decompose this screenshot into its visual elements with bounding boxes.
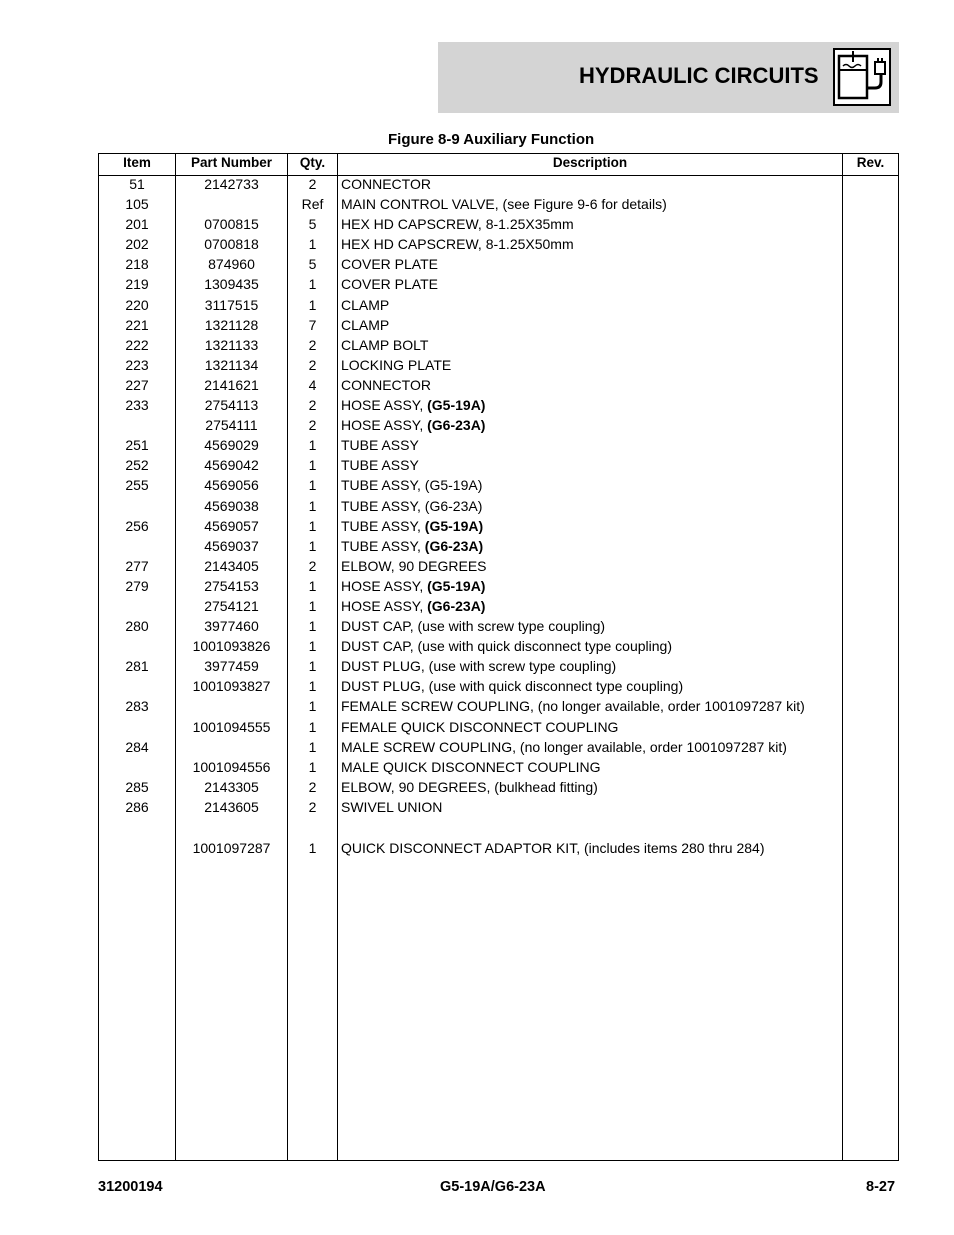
table-row	[0, 558, 954, 578]
table-row	[0, 698, 954, 718]
description	[341, 297, 389, 313]
quantity: 1	[308, 276, 317, 293]
table-row	[0, 719, 954, 739]
item-number: 221	[125, 316, 149, 333]
description	[341, 236, 574, 252]
footer-model: G5-19A/G6-23A	[440, 1179, 546, 1195]
description-text: MALE QUICK DISCONNECT COUPLING	[341, 758, 601, 775]
part-number: 0700815	[204, 216, 259, 233]
table-row	[0, 256, 954, 276]
part-number: 2754111	[205, 417, 258, 434]
column-header-qty: Qty.	[299, 155, 326, 170]
item-number: 280	[125, 618, 149, 635]
description	[341, 357, 451, 373]
table-body	[0, 176, 954, 860]
quantity: 1	[308, 839, 317, 856]
description	[341, 638, 672, 654]
item-number: 105	[125, 196, 149, 213]
description	[341, 256, 438, 272]
table-row	[0, 779, 954, 799]
quantity: 1	[308, 457, 317, 474]
description	[341, 397, 485, 413]
table-row	[0, 598, 954, 618]
quantity: 1	[308, 638, 317, 655]
description	[341, 719, 618, 735]
quantity: 5	[308, 216, 317, 233]
model-variant: (G5-19A)	[427, 577, 486, 594]
description-text: HEX HD CAPSCREW, 8-1.25X35mm	[341, 216, 574, 233]
description	[341, 739, 787, 755]
part-number: 3117515	[204, 296, 259, 313]
description-text: COVER PLATE	[341, 276, 438, 293]
description-text: ELBOW, 90 DEGREES, (bulkhead fitting)	[341, 778, 598, 795]
description	[341, 578, 485, 594]
table-row	[0, 477, 954, 497]
part-number: 1001093826	[192, 638, 271, 655]
quantity: 2	[308, 557, 317, 574]
description	[341, 558, 487, 574]
description-text: HOSE ASSY,	[341, 397, 428, 414]
description	[341, 799, 442, 815]
part-number: 1001094555	[192, 718, 271, 735]
item-number: 201	[125, 216, 149, 233]
quantity: 1	[308, 698, 317, 715]
quantity: 2	[308, 417, 317, 434]
part-number: 3977459	[204, 658, 259, 675]
description	[341, 498, 482, 514]
item-number: 286	[125, 798, 149, 815]
description	[341, 196, 667, 212]
quantity: 5	[308, 256, 317, 273]
part-number: 1309435	[204, 276, 259, 293]
model-variant: (G5-19A)	[424, 517, 484, 534]
part-number: 2754113	[204, 397, 259, 414]
item-number: 255	[125, 477, 149, 494]
description	[341, 477, 482, 493]
description-text: COVER PLATE	[341, 256, 438, 273]
description-text: MALE SCREW COUPLING, (no longer available, order 1001097287 kit)	[341, 738, 787, 755]
quantity: 1	[308, 577, 317, 594]
model-variant: (G6-23A)	[427, 597, 486, 614]
column-header-description: Description	[552, 155, 628, 170]
item-number: 233	[125, 397, 149, 414]
quantity: 2	[308, 356, 317, 373]
column-header-rev: Rev.	[856, 155, 885, 170]
model-variant: (G6-23A)	[424, 537, 484, 554]
quantity: 4	[308, 376, 317, 393]
description	[341, 779, 598, 795]
description	[341, 598, 485, 614]
description	[341, 317, 389, 333]
table-row	[0, 578, 954, 598]
table-row	[0, 397, 954, 417]
description	[341, 658, 616, 674]
section-title: HYDRAULIC CIRCUITS	[579, 63, 819, 88]
description-text: HOSE ASSY,	[341, 417, 428, 434]
description	[341, 457, 419, 473]
description-text: FEMALE SCREW COUPLING, (no longer available, order 1001097287 kit)	[341, 698, 805, 715]
quantity: 1	[308, 437, 317, 454]
part-number: 4569042	[204, 457, 259, 474]
quantity: 2	[308, 397, 317, 414]
description	[341, 377, 431, 393]
part-number: 4569037	[204, 537, 259, 554]
quantity: 7	[308, 316, 317, 333]
description-text: SWIVEL UNION	[341, 798, 443, 815]
description	[341, 618, 605, 634]
description-text: ELBOW, 90 DEGREES	[341, 557, 487, 574]
item-number: 281	[125, 658, 149, 675]
table-row	[0, 799, 954, 819]
description-text: CONNECTOR	[341, 176, 431, 192]
column-header-item: Item	[123, 155, 151, 170]
item-number: 51	[129, 176, 145, 192]
quantity: 1	[308, 618, 317, 635]
table-row	[0, 276, 954, 296]
table-row	[0, 658, 954, 678]
item-number: 219	[125, 276, 149, 293]
part-number: 4569057	[204, 517, 259, 534]
table-row	[0, 538, 954, 558]
description-text: CLAMP	[341, 296, 390, 313]
quantity: 2	[308, 336, 317, 353]
quantity: 1	[308, 517, 317, 534]
part-number: 874960	[208, 256, 255, 273]
quantity: 1	[308, 597, 317, 614]
quantity: 2	[308, 798, 317, 815]
quantity: 1	[308, 678, 317, 695]
table-row	[0, 638, 954, 658]
item-number: 251	[125, 437, 149, 454]
description-text: DUST CAP, (use with screw type coupling)	[341, 618, 606, 635]
description-text: MAIN CONTROL VALVE, (see Figure 9-6 for details)	[341, 196, 667, 213]
table-row	[0, 176, 954, 196]
quantity: Ref	[301, 196, 324, 213]
description	[341, 538, 483, 554]
table-row	[0, 377, 954, 397]
item-number: 256	[125, 517, 149, 534]
part-number: 2754153	[204, 577, 259, 594]
part-number: 2142733	[204, 176, 259, 192]
part-number: 0700818	[204, 236, 259, 253]
description	[341, 437, 419, 453]
part-number: 2143305	[204, 778, 259, 795]
description-text: TUBE ASSY,	[341, 517, 425, 534]
description	[341, 176, 431, 192]
table-row	[0, 498, 954, 518]
item-number: 277	[125, 557, 149, 574]
part-number: 1321134	[204, 356, 259, 373]
description	[341, 840, 765, 856]
quantity: 1	[308, 477, 317, 494]
table-row	[0, 196, 954, 216]
quantity: 1	[308, 738, 317, 755]
table-row	[0, 518, 954, 538]
quantity: 1	[308, 758, 317, 775]
description-text: DUST PLUG, (use with screw type coupling)	[341, 658, 617, 675]
description-text: DUST CAP, (use with quick disconnect type coupling)	[341, 638, 672, 655]
item-number: 218	[125, 256, 149, 273]
quantity: 2	[308, 778, 317, 795]
description-text: LOCKING PLATE	[341, 356, 452, 373]
column-header-part-number: Part Number	[190, 155, 273, 170]
part-number: 3977460	[204, 618, 259, 635]
description-text: TUBE ASSY, (G6-23A)	[341, 497, 483, 514]
description-text: TUBE ASSY,	[341, 537, 425, 554]
model-variant: (G6-23A)	[427, 417, 486, 434]
description-text: TUBE ASSY	[341, 437, 419, 454]
quantity: 1	[308, 236, 317, 253]
table-row	[0, 759, 954, 779]
quantity: 2	[308, 176, 317, 192]
description	[341, 518, 483, 534]
item-number: 202	[125, 236, 149, 253]
table-row	[0, 417, 954, 437]
table-row	[0, 236, 954, 256]
item-number: 285	[125, 778, 149, 795]
item-number: 223	[125, 356, 149, 373]
figure-title: Figure 8-9 Auxiliary Function	[388, 131, 595, 148]
description-text: CONNECTOR	[341, 376, 431, 393]
description-text: HOSE ASSY,	[341, 577, 428, 594]
table-row	[0, 457, 954, 477]
footer-document-number: 31200194	[98, 1179, 163, 1195]
part-number: 1001094556	[192, 758, 271, 775]
item-number: 252	[125, 457, 149, 474]
table-row	[0, 337, 954, 357]
part-number: 4569056	[204, 477, 259, 494]
item-number: 220	[125, 296, 149, 313]
description	[341, 678, 683, 694]
model-variant: (G5-19A)	[427, 397, 486, 414]
description-text: TUBE ASSY, (G5-19A)	[341, 477, 483, 494]
table-row	[0, 297, 954, 317]
item-number: 227	[125, 376, 149, 393]
quantity: 1	[308, 296, 317, 313]
description-text: HEX HD CAPSCREW, 8-1.25X50mm	[341, 236, 574, 253]
description	[341, 337, 428, 353]
description-text: DUST PLUG, (use with quick disconnect type coupling)	[341, 678, 684, 695]
description	[341, 216, 574, 232]
table-row	[0, 739, 954, 759]
description	[341, 276, 438, 292]
part-number: 2143405	[204, 557, 259, 574]
part-number: 1321133	[204, 336, 259, 353]
item-number: 279	[125, 577, 149, 594]
part-number: 1001097287	[192, 839, 271, 856]
description-text: CLAMP BOLT	[341, 336, 429, 353]
part-number: 2141621	[204, 376, 259, 393]
quantity: 1	[308, 497, 317, 514]
description	[341, 417, 485, 433]
hydraulic-reservoir-icon	[833, 48, 891, 106]
description-text: FEMALE QUICK DISCONNECT COUPLING	[341, 718, 619, 735]
description	[341, 698, 805, 714]
part-number: 1001093827	[192, 678, 271, 695]
quantity: 1	[308, 718, 317, 735]
description-text: HOSE ASSY,	[341, 597, 428, 614]
table-row	[0, 678, 954, 698]
part-number: 1321128	[204, 316, 259, 333]
part-number: 2754121	[204, 597, 259, 614]
description-text: CLAMP	[341, 316, 390, 333]
table-row	[0, 357, 954, 377]
table-row	[0, 819, 954, 860]
description	[341, 759, 601, 775]
description-text: QUICK DISCONNECT ADAPTOR KIT, (includes items 280 thru 284)	[341, 839, 765, 856]
item-number: 283	[125, 698, 149, 715]
table-row	[0, 618, 954, 638]
table-row	[0, 216, 954, 236]
description-text: TUBE ASSY	[341, 457, 419, 474]
part-number: 2143605	[204, 798, 259, 815]
item-number: 284	[125, 738, 149, 755]
table-row	[0, 437, 954, 457]
part-number: 4569029	[204, 437, 259, 454]
item-number: 222	[125, 336, 149, 353]
quantity: 1	[308, 537, 317, 554]
footer-page-number: 8-27	[866, 1179, 896, 1195]
part-number: 4569038	[204, 497, 259, 514]
quantity: 1	[308, 658, 317, 675]
table-row	[0, 317, 954, 337]
